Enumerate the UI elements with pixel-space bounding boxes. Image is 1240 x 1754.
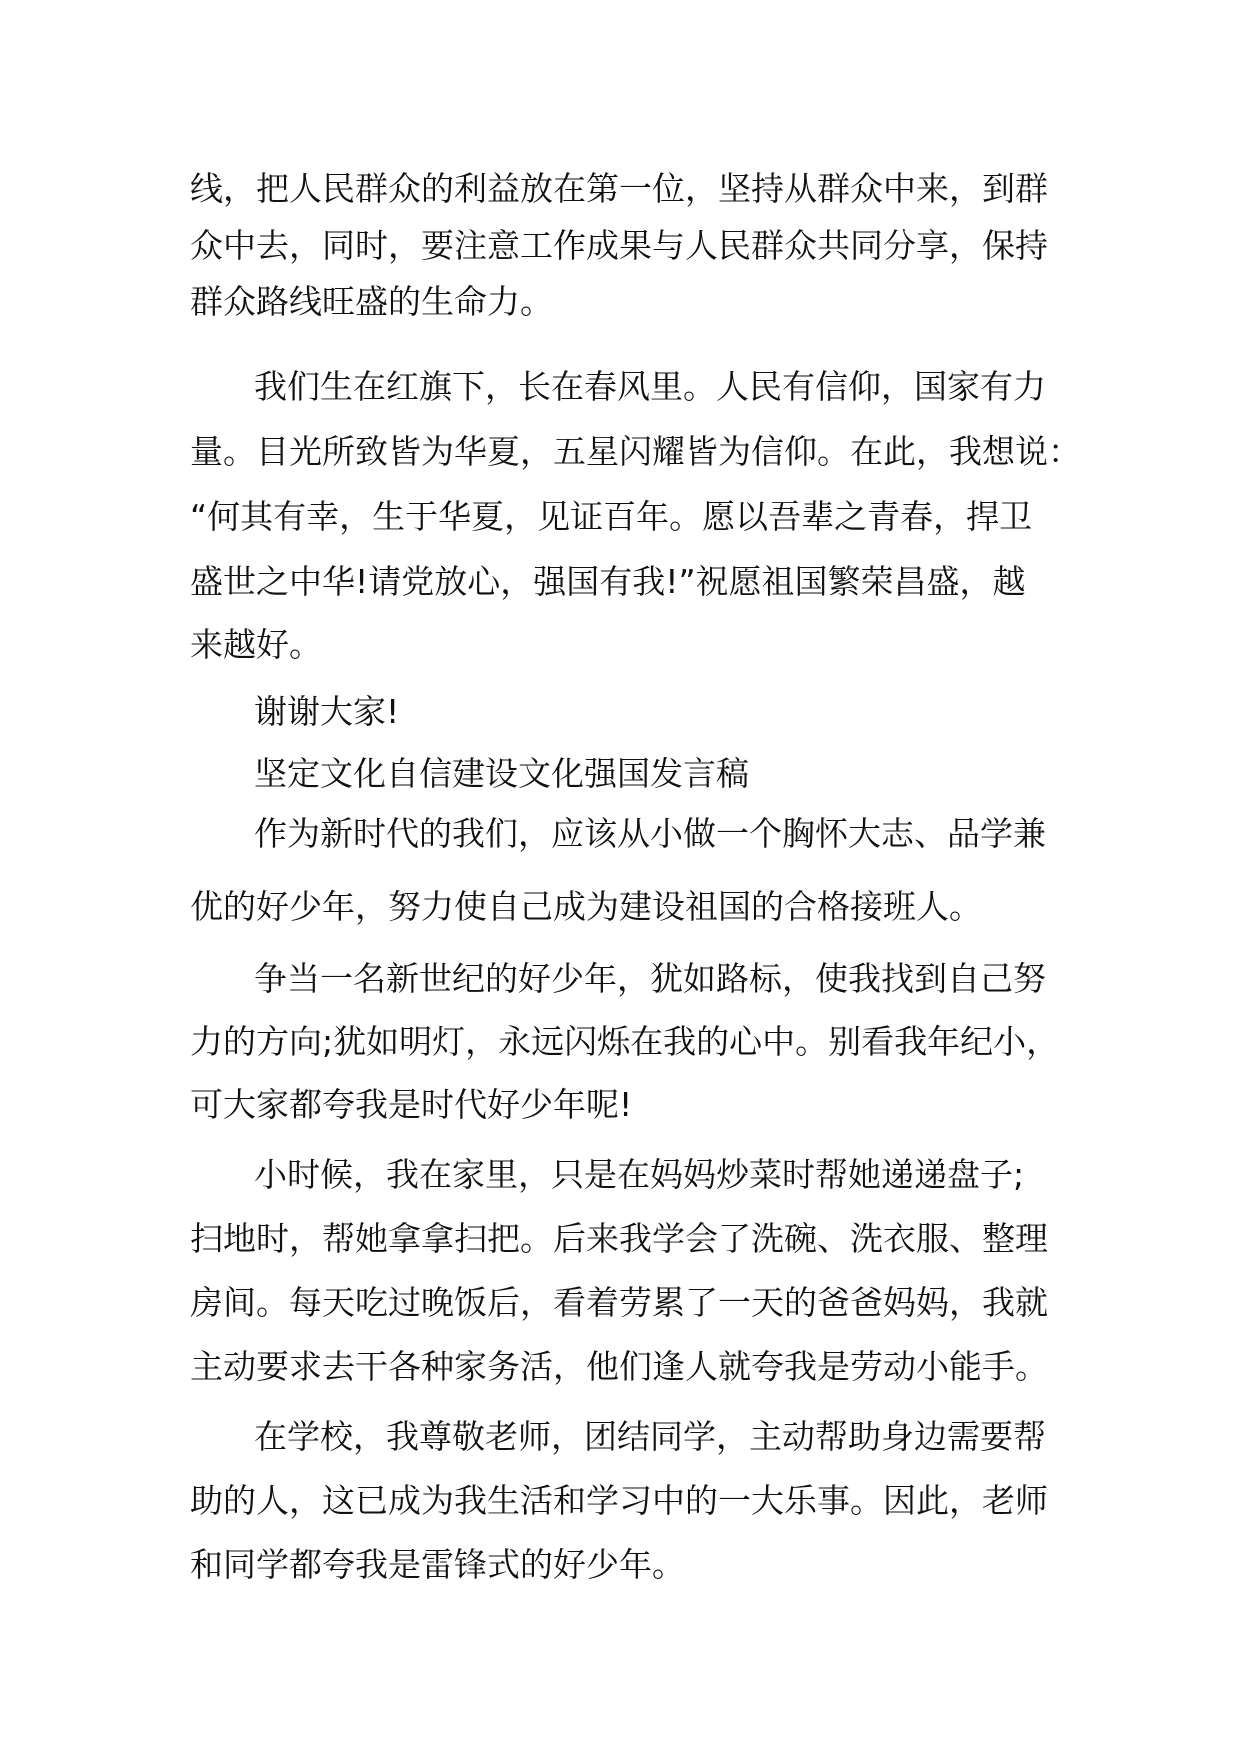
speech-title: 坚定文化自信建设文化强国发言稿 bbox=[254, 754, 749, 793]
paragraph-first-line: 小时候，我在家里，只是在妈妈炒菜时帮她递递盘子; bbox=[254, 1155, 1025, 1194]
text-line: 扫地时，帮她拿拿扫把。后来我学会了洗碗、洗衣服、整理 bbox=[190, 1219, 1048, 1258]
text-line: 量。目光所致皆为华夏，五星闪耀皆为信仰。在此，我想说： bbox=[190, 432, 1081, 471]
text-line: 房间。每天吃过晚饭后，看着劳累了一天的爸爸妈妈，我就 bbox=[190, 1283, 1048, 1322]
text-line: 力的方向;犹如明灯，永远闪烁在我的心中。别看我年纪小， bbox=[190, 1022, 1060, 1061]
text-line: 群众路线旺盛的生命力。 bbox=[190, 282, 553, 321]
text-line: 众中去，同时，要注意工作成果与人民群众共同分享，保持 bbox=[190, 226, 1048, 265]
text-line: 来越好。 bbox=[190, 625, 322, 664]
text-line: 优的好少年，努力使自己成为建设祖国的合格接班人。 bbox=[190, 887, 982, 926]
text-line: 线，把人民群众的利益放在第一位，坚持从群众中来，到群 bbox=[190, 169, 1048, 208]
closing-line: 谢谢大家! bbox=[254, 692, 400, 731]
text-line: 主动要求去干各种家务活，他们逢人就夸我是劳动小能手。 bbox=[190, 1347, 1048, 1386]
paragraph-first-line: 作为新时代的我们，应该从小做一个胸怀大志、品学兼 bbox=[254, 814, 1046, 853]
paragraph-first-line: 在学校，我尊敬老师，团结同学，主动帮助身边需要帮 bbox=[254, 1417, 1046, 1456]
text-line: “何其有幸，生于华夏，见证百年。愿以吾辈之青春，捍卫 bbox=[190, 497, 1033, 536]
paragraph-first-line: 争当一名新世纪的好少年，犹如路标，使我找到自己努 bbox=[254, 959, 1046, 998]
text-line: 盛世之中华!请党放心，强国有我!”祝愿祖国繁荣昌盛，越 bbox=[190, 562, 1026, 601]
paragraph-first-line: 我们生在红旗下，长在春风里。人民有信仰，国家有力 bbox=[254, 367, 1046, 406]
text-line: 和同学都夸我是雷锋式的好少年。 bbox=[190, 1545, 685, 1584]
text-line: 助的人，这已成为我生活和学习中的一大乐事。因此，老师 bbox=[190, 1481, 1048, 1520]
text-line: 可大家都夸我是时代好少年呢! bbox=[190, 1085, 633, 1124]
